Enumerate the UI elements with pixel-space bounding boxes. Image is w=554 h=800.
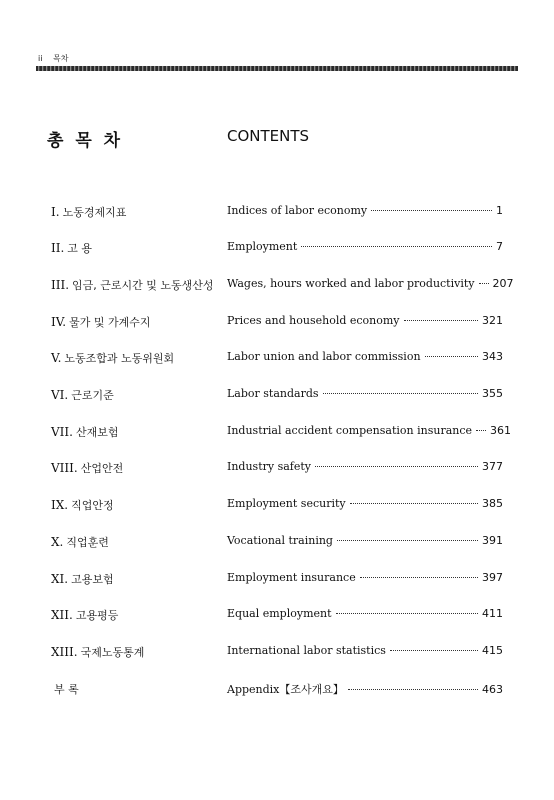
toc-entry-numeral: VI. — [51, 388, 69, 402]
toc-entry[interactable] — [0, 314, 554, 332]
toc-leader-dots — [371, 210, 492, 211]
toc-entry[interactable] — [0, 460, 554, 478]
toc-entry[interactable] — [0, 387, 554, 405]
toc-leader-dots — [301, 246, 492, 247]
toc-entry-numeral: VII. — [51, 425, 73, 439]
toc-entry-page: 7 — [496, 240, 503, 253]
toc-entry-korean: 임금, 근로시간 및 노동생산성 — [72, 279, 214, 292]
toc-entry[interactable] — [0, 497, 554, 515]
toc-leader-dots — [337, 540, 478, 541]
toc-entry-page: 355 — [482, 387, 503, 400]
toc-entry-page: 377 — [482, 460, 503, 473]
toc-leader-dots — [425, 356, 478, 357]
toc-leader-dots — [350, 503, 478, 504]
toc-entry[interactable] — [0, 571, 554, 589]
toc-entry-english: Labor union and labor commission — [227, 350, 421, 363]
toc-entry-english: Wages, hours worked and labor productivity — [227, 277, 475, 290]
toc-entry-page: 321 — [482, 314, 503, 327]
header-section-title: 목차 — [53, 54, 69, 63]
toc-entry-english: Employment — [227, 240, 298, 253]
toc-entry-english: Indices of labor economy — [227, 204, 368, 217]
toc-entry-page: 411 — [482, 607, 503, 620]
toc-leader-dots — [336, 613, 478, 614]
toc-entry-numeral: IX. — [51, 498, 69, 512]
toc-entry-korean: 노동경제지표 — [62, 206, 127, 219]
toc-entry-page: 463 — [482, 683, 503, 696]
toc-entry-page: 415 — [482, 644, 503, 657]
toc-entry-page: 385 — [482, 497, 503, 510]
toc-entry-korean: 직업훈련 — [66, 536, 109, 549]
toc-entry-korean: 고용평등 — [75, 609, 119, 622]
toc-entry[interactable] — [0, 681, 554, 699]
toc-entry[interactable] — [0, 534, 554, 552]
toc-entry-numeral: VIII. — [51, 461, 78, 475]
toc-entry[interactable] — [0, 607, 554, 625]
toc-entry-korean: 고 용 — [67, 242, 93, 255]
toc-entry-korean: 산재보험 — [75, 426, 119, 439]
toc-entry-numeral: XI. — [51, 572, 69, 586]
toc-entry-numeral: XII. — [51, 608, 73, 622]
toc-entry[interactable] — [0, 424, 554, 442]
toc-entry-numeral: V. — [51, 351, 62, 365]
header-rule — [36, 66, 518, 71]
toc-entry-english: International labor statistics — [227, 644, 386, 657]
toc-entry-numeral: III. — [51, 278, 70, 292]
toc-leader-dots — [404, 320, 478, 321]
toc-entry-english: Labor standards — [227, 387, 319, 400]
toc-entry-korean: 물가 및 가계수지 — [69, 316, 151, 329]
toc-entry-english: Equal employment — [227, 607, 332, 620]
toc-entry[interactable] — [0, 350, 554, 368]
toc-entry-english: Prices and household economy — [227, 314, 400, 327]
toc-leader-dots — [390, 650, 478, 651]
toc-leader-dots — [476, 430, 486, 431]
toc-leader-dots — [315, 466, 478, 467]
toc-entry-english: Employment security — [227, 497, 346, 510]
toc-entry-english: Employment insurance — [227, 571, 356, 584]
toc-entry[interactable] — [0, 644, 554, 662]
toc-title-korean: 총 목 차 — [47, 131, 124, 151]
toc-entry-english: Appendix【조사개요】 — [227, 683, 344, 696]
toc-entry-korean: 국제노동통계 — [80, 646, 145, 659]
toc-entry-korean: 근로기준 — [71, 389, 114, 402]
header-page-number: ii — [38, 54, 43, 63]
toc-entry-korean: 고용보험 — [71, 573, 114, 586]
toc-entry-korean: 산업안전 — [80, 462, 124, 475]
toc-leader-dots — [348, 689, 478, 690]
toc-entry-english: Vocational training — [227, 534, 333, 547]
toc-entry-page: 361 — [490, 424, 512, 437]
toc-entry-page: 1 — [496, 204, 503, 217]
toc-entry[interactable] — [0, 204, 554, 222]
toc-entry-page: 207 — [492, 277, 514, 290]
toc-leader-dots — [360, 577, 478, 578]
toc-entry-numeral: X. — [51, 535, 64, 549]
toc-entry-korean: 부 록 — [54, 683, 79, 696]
toc-title-english: CONTENTS — [227, 127, 310, 145]
toc-entry-english: Industry safety — [227, 460, 312, 473]
toc-entry-page: 343 — [482, 350, 503, 363]
toc-entry[interactable] — [0, 277, 554, 295]
toc-entry-english: Industrial accident compensation insurance — [227, 424, 473, 437]
toc-entry-numeral: XIII. — [51, 645, 78, 659]
toc-entry-numeral: I. — [51, 205, 60, 219]
toc-leader-dots — [479, 283, 489, 284]
toc-entry-numeral: II. — [51, 241, 65, 255]
toc-entry-korean: 노동조합과 노동위원회 — [64, 352, 175, 365]
toc-entry-page: 397 — [482, 571, 503, 584]
toc-entry[interactable] — [0, 240, 554, 258]
toc-entry-korean: 직업안정 — [71, 499, 114, 512]
toc-leader-dots — [323, 393, 478, 394]
toc-entry-page: 391 — [482, 534, 503, 547]
toc-entry-numeral: IV. — [51, 315, 67, 329]
running-header — [38, 53, 68, 64]
